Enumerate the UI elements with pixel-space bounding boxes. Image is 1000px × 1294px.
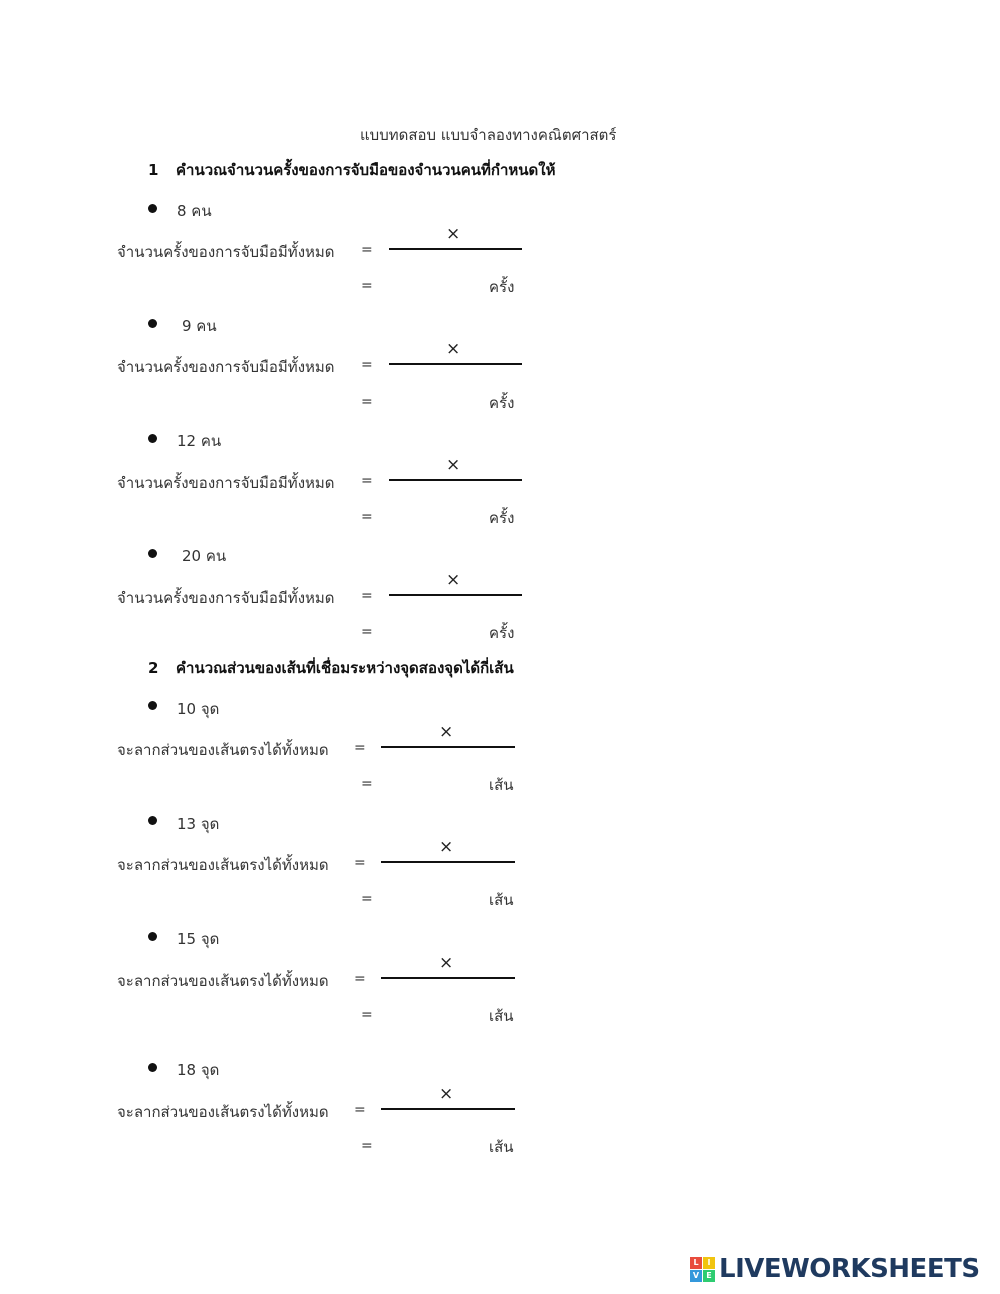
item-bullet-text: 18 จุด bbox=[177, 1061, 220, 1079]
fraction-bar bbox=[381, 977, 515, 979]
unit-label: ครั้ง bbox=[489, 278, 515, 296]
equals-sign: = bbox=[361, 776, 373, 792]
item-label: จำนวนครั้งของการจับมือมีทั้งหมด bbox=[117, 358, 335, 376]
fraction-bar bbox=[381, 746, 515, 748]
section-2-heading-text: คำนวณส่วนของเส้นที่เชื่อมระหว่างจุดสองจุดได้กี่เส้น bbox=[176, 659, 514, 677]
logo-mark-letter: L bbox=[690, 1257, 702, 1269]
multiply-sign: × bbox=[439, 722, 454, 742]
logo-mark-icon bbox=[690, 1257, 715, 1282]
unit-label: เส้น bbox=[489, 891, 514, 909]
unit-label: เส้น bbox=[489, 1007, 514, 1025]
equals-sign: = bbox=[361, 588, 373, 604]
equals-sign: = bbox=[361, 509, 373, 525]
bullet-icon bbox=[148, 319, 157, 328]
multiply-sign: × bbox=[439, 953, 454, 973]
equals-sign: = bbox=[361, 357, 373, 373]
section-1-number: 1 bbox=[148, 161, 159, 179]
bullet-icon bbox=[148, 204, 157, 213]
fraction-bar bbox=[389, 479, 522, 481]
multiply-sign: × bbox=[439, 837, 454, 857]
item-label: จะลากส่วนของเส้นตรงได้ทั้งหมด bbox=[117, 741, 329, 759]
bullet-icon bbox=[148, 816, 157, 825]
bullet-icon bbox=[148, 549, 157, 558]
item-bullet-text: 20 คน bbox=[182, 547, 227, 565]
equals-sign: = bbox=[361, 1007, 373, 1023]
unit-label: เส้น bbox=[489, 776, 514, 794]
equals-sign: = bbox=[354, 971, 366, 987]
item-label: จำนวนครั้งของการจับมือมีทั้งหมด bbox=[117, 243, 335, 261]
item-label: จะลากส่วนของเส้นตรงได้ทั้งหมด bbox=[117, 856, 329, 874]
equals-sign: = bbox=[361, 891, 373, 907]
page-title: แบบทดสอบ แบบจำลองทางคณิตศาสตร์ bbox=[360, 126, 617, 144]
item-bullet-text: 12 คน bbox=[177, 432, 222, 450]
multiply-sign: × bbox=[446, 339, 461, 359]
equals-sign: = bbox=[361, 1138, 373, 1154]
bullet-icon bbox=[148, 932, 157, 941]
item-label: จะลากส่วนของเส้นตรงได้ทั้งหมด bbox=[117, 1103, 329, 1121]
section-2-number: 2 bbox=[148, 659, 159, 677]
unit-label: เส้น bbox=[489, 1138, 514, 1156]
section-2-heading bbox=[148, 656, 514, 680]
section-1-heading bbox=[148, 158, 555, 182]
equals-sign: = bbox=[361, 394, 373, 410]
unit-label: ครั้ง bbox=[489, 394, 515, 412]
bullet-icon bbox=[148, 701, 157, 710]
unit-label: ครั้ง bbox=[489, 624, 515, 642]
fraction-bar bbox=[381, 861, 515, 863]
item-label: จำนวนครั้งของการจับมือมีทั้งหมด bbox=[117, 474, 335, 492]
section-1-heading-text: คำนวณจำนวนครั้งของการจับมือของจำนวนคนที่กำหนดให้ bbox=[176, 161, 556, 179]
item-bullet-text: 10 จุด bbox=[177, 700, 220, 718]
multiply-sign: × bbox=[446, 224, 461, 244]
multiply-sign: × bbox=[446, 455, 461, 475]
logo-mark-letter: E bbox=[703, 1270, 715, 1282]
fraction-bar bbox=[389, 594, 522, 596]
equals-sign: = bbox=[354, 855, 366, 871]
logo-mark-letter: I bbox=[703, 1257, 715, 1269]
item-bullet-text: 8 คน bbox=[177, 202, 212, 220]
liveworksheets-logo bbox=[690, 1254, 980, 1284]
equals-sign: = bbox=[354, 1102, 366, 1118]
equals-sign: = bbox=[361, 242, 373, 258]
equals-sign: = bbox=[354, 740, 366, 756]
item-bullet-text: 15 จุด bbox=[177, 930, 220, 948]
multiply-sign: × bbox=[446, 570, 461, 590]
item-bullet-text: 9 คน bbox=[182, 317, 217, 335]
item-bullet-text: 13 จุด bbox=[177, 815, 220, 833]
bullet-icon bbox=[148, 1063, 157, 1072]
bullet-icon bbox=[148, 434, 157, 443]
equals-sign: = bbox=[361, 278, 373, 294]
multiply-sign: × bbox=[439, 1084, 454, 1104]
logo-mark-letter: V bbox=[690, 1270, 702, 1282]
item-label: จะลากส่วนของเส้นตรงได้ทั้งหมด bbox=[117, 972, 329, 990]
item-label: จำนวนครั้งของการจับมือมีทั้งหมด bbox=[117, 589, 335, 607]
fraction-bar bbox=[389, 363, 522, 365]
unit-label: ครั้ง bbox=[489, 509, 515, 527]
equals-sign: = bbox=[361, 473, 373, 489]
fraction-bar bbox=[381, 1108, 515, 1110]
equals-sign: = bbox=[361, 624, 373, 640]
fraction-bar bbox=[389, 248, 522, 250]
logo-text: LIVEWORKSHEETS bbox=[719, 1254, 980, 1284]
